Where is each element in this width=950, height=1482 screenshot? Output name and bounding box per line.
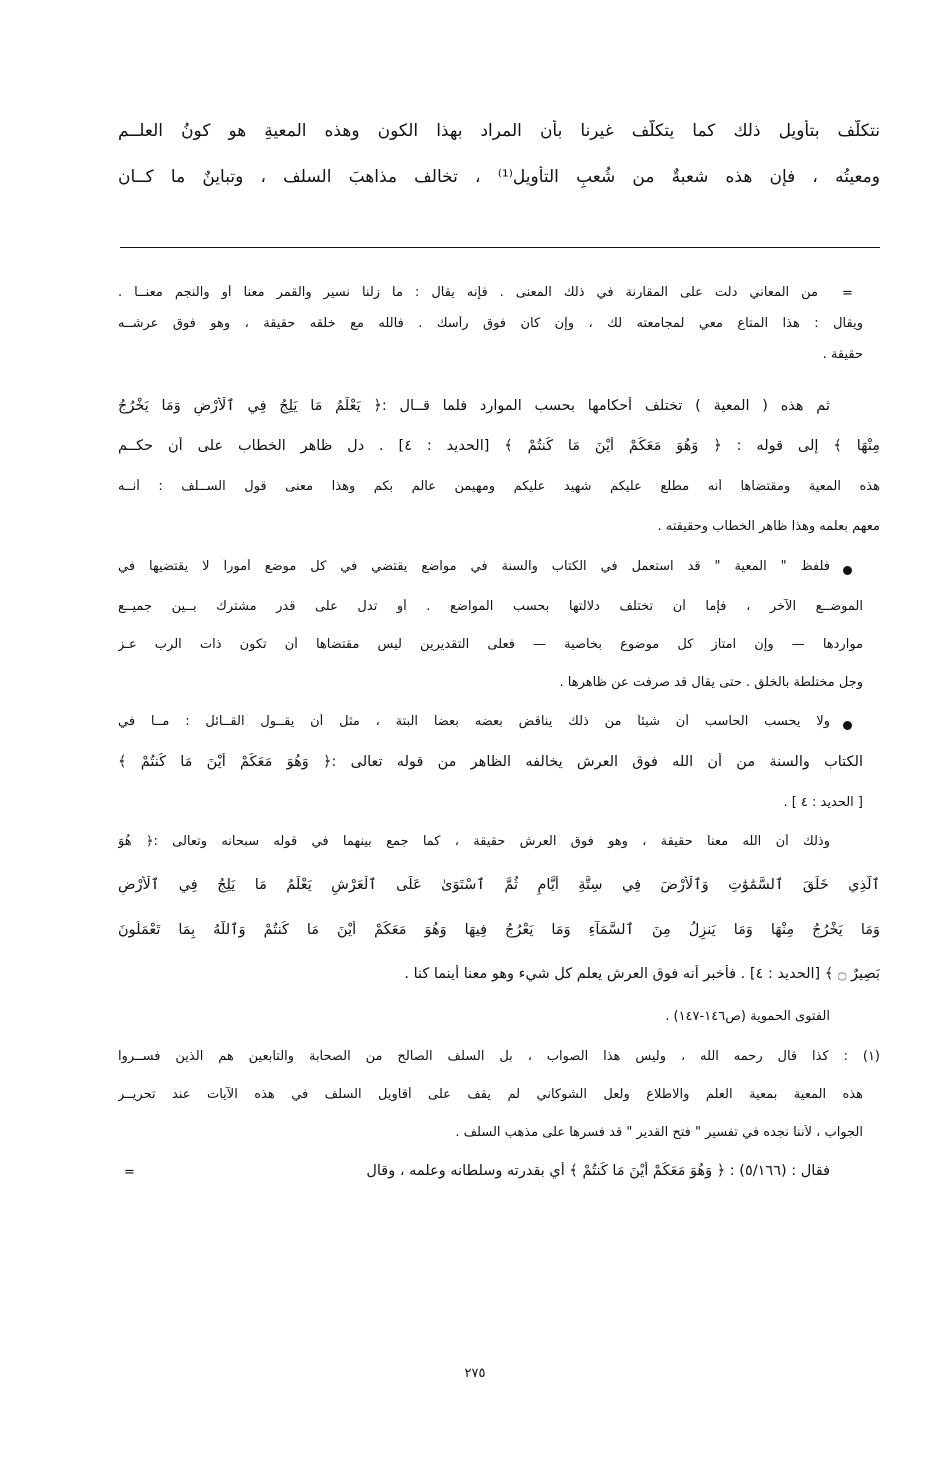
footnote-line: حقيقة . (822, 347, 863, 362)
continuation-mark: = (124, 1165, 135, 1180)
source-citation: الفتوى الحموية (ص١٤٦-١٤٧) . (665, 1009, 830, 1024)
continuation-mark: = (842, 286, 853, 301)
footnote-line: ثم هذه ( المعية ) تختلف أحكامها بحسب الموارد فلما قــال :﴿ يَعْلَمُ مَا يَلِجُ فِي ٱلْأَرْضِ وَمَا يَخْرُجُ (118, 398, 830, 414)
footnote-line: (١) : كذا قال رحمه الله ، وليس هذا الصواب ، بل السلف الصالح من الصحابة والتابعين هم الذين فســروا (118, 1049, 880, 1064)
footnote-line: الموضــع الآخر ، فإما أن تختلف دلالتها بحسب المواضع . أو تدل على قدر مشترك بــين جميــع (118, 599, 863, 614)
footnote-line: [ الحديد : ٤ ] . (783, 795, 863, 810)
quran-line: بَصِيرٌ ۝ ﴾ [الحديد : ٤] . فأخبر أنه فوق العرش يعلم كل شيء وهو معنا أينما كنا . (404, 966, 880, 982)
footnote-line: من المعاني دلت على المقارنة في ذلك المعنى . فإنه يقال : ما زلنا نسير والقمر معنا أو والنجم معنــا . (118, 285, 818, 300)
footnote-line: فقال : (٥/١٦٦) : ﴿ وَهُوَ مَعَكُمْ أَيْنَ مَا كُنتُمْ ﴾ أي بقدرته وسلطانه وعلمه ، وقال (366, 1163, 830, 1179)
quran-line: ٱلَّذِي خَلَقَ ٱلسَّمَٰوَٰتِ وَٱلْأَرْضَ فِي سِتَّةِ أَيَّامٍ ثُمَّ ٱسْتَوَىٰ عَلَى ٱلْعَرْشِ يَعْلَمُ مَا يَلِجُ فِي ٱلْأَرْضِ (118, 877, 880, 893)
bullet-icon (843, 566, 852, 575)
quran-line: وَمَا يَخْرُجُ مِنْهَا وَمَا يَنزِلُ مِنَ ٱلسَّمَآءِ وَمَا يَعْرُجُ فِيهَا وَهُوَ مَعَكُمْ أَيْنَ مَا كُنتُمْ وَٱللَّهُ بِمَا تَعْمَلُونَ (118, 922, 880, 938)
main-line: ومعيتُه ، فإن هذه شعبةٌ من شُعبِ التأويل⁽¹⁾ ، تخالف مذاهبَ السلف ، وتباينٌ ما كــان (118, 167, 880, 187)
footnote-line: هذه المعية ومقتضاها أنه مطلع عليكم شهيد عليكم ومهيمن عالم بكم وهذا معنى قول الســلف : أنــه (118, 479, 880, 494)
footnote-line: مواردها — وإن امتاز كل موضوع بخاصية — فعلى التقديرين ليس مقتضاها أن تكون ذات الرب عـز (118, 637, 863, 652)
page-number: ٢٧٥ (464, 1366, 486, 1381)
footnote-line: فلفظ " المعية " قد استعمل في الكتاب والسنة في مواضع يقتضي في كل موضع أموراً لا يقتضيها في (118, 559, 830, 574)
bullet-icon (843, 721, 852, 730)
footnote-line: مِنْهَا ﴾ إلى قوله : ﴿ وَهُوَ مَعَكُمْ أَيْنَ مَا كُنتُمْ ﴾ [الحديد : ٤] . دل ظاهر الخطاب على أن حكــم (118, 438, 880, 454)
footnote-line: وجل مختلطة بالخلق . حتى يقال قد صرفت عن ظاهرها . (559, 675, 863, 690)
footnote-line: وذلك أن الله معنا حقيقة ، وهو فوق العرش حقيقة ، كما جمع بينهما في قوله سبحانه وتعالى :﴿ هُوَ (118, 834, 830, 849)
footnote-line: ولا يحسب الحاسب أن شيئاً من ذلك يناقض بعضه بعضاً البتة ، مثل أن يقــول القــائل : مــا في (118, 714, 830, 729)
footnote-divider (120, 247, 880, 248)
main-line: نتكلّف بتأويل ذلك كما يتكلّف غيرنا بأن المراد بهذا الكون وهذه المعيةِ هو كونُ العلــم (118, 121, 880, 141)
footnote-line: هذه المعية بمعية العلم والاطلاع ولعل الشوكاني لم يقف على أقاويل السلف في هذه الآيات عند تحريــر (118, 1087, 863, 1102)
footnote-line: ويقال : هذا المتاع معي لمجامعته لك ، وإن كان فوق رأسك . فالله مع خلقه حقيقة ، وهو فوق عرشــه (118, 316, 863, 331)
footnote-line: الكتاب والسنة من أن الله فوق العرش يخالفه الظاهر من قوله تعالى :﴿ وَهُوَ مَعَكُمْ أَيْنَ مَا كُنتُمْ ﴾ (118, 754, 863, 770)
footnote-line: معهم بعلمه وهذا ظاهر الخطاب وحقيقته . (657, 519, 880, 534)
footnote-line: الجواب ، لأننا نجده في تفسير " فتح القدير " قد فسرها على مذهب السلف . (455, 1125, 863, 1140)
